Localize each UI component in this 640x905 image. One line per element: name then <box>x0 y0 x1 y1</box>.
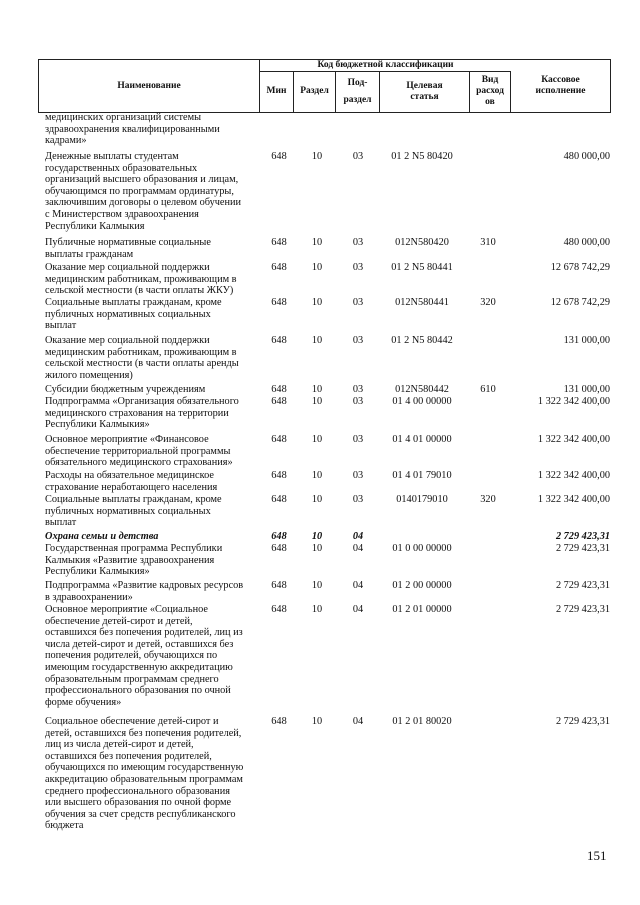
row-min: 648 <box>271 237 287 248</box>
table-header <box>38 59 611 113</box>
row-target-article: 01 2 N5 80441 <box>391 262 453 273</box>
row-target-article: 01 0 00 00000 <box>392 543 452 554</box>
header-vid-line2: расход <box>476 86 504 96</box>
row-razdel: 10 <box>311 434 323 445</box>
row-min: 648 <box>271 151 287 162</box>
row-name-line: медицинского страхования на территории <box>45 407 229 419</box>
row-name-line: имеющим государственную аккредитацию <box>45 661 233 673</box>
row-name-line: обеспечение территориальной программы <box>45 445 231 457</box>
row-cash-execution: 1 322 342 400,00 <box>537 396 610 407</box>
row-name <box>45 396 260 431</box>
row-name-line: Республики Калмыкия» <box>45 419 150 431</box>
row-cash-execution: 131 000,00 <box>563 335 610 346</box>
header-kass-line1: Кассовое <box>541 75 580 85</box>
row-name-line: попечения родителей, обучающихся по <box>45 650 218 662</box>
row-name-line: страхование неработающего населения <box>45 481 218 493</box>
row-expense-type: 310 <box>480 237 496 248</box>
row-name-line: выплат <box>45 320 77 332</box>
row-name-line: Социальные выплаты гражданам, кроме <box>45 494 222 505</box>
row-razdel: 10 <box>311 543 323 554</box>
row-target-article: 01 2 00 00000 <box>392 580 452 591</box>
row-name-line: жилого помещения) <box>45 369 133 381</box>
row-name-line: Охрана семьи и детства <box>45 531 159 542</box>
row-name <box>45 531 260 543</box>
row-cash-execution: 1 322 342 400,00 <box>537 470 610 481</box>
row-name-line: публичных нормативных социальных <box>45 308 211 320</box>
row-razdel: 10 <box>311 384 323 395</box>
row-name-line: бюджета <box>45 820 84 832</box>
row-razdel: 10 <box>311 494 323 505</box>
row-name-line: выплат <box>45 517 77 529</box>
row-name-line: Калмыкия «Развитие здравоохранения <box>45 554 215 566</box>
row-name-line: выплаты гражданам <box>45 248 134 260</box>
row-name-line: оставшихся без попечения родителей, лиц из <box>45 627 243 639</box>
row-razdel: 10 <box>311 470 323 481</box>
row-name-line: образовательным программам среднего <box>45 673 219 685</box>
row-razdel: 10 <box>311 151 323 162</box>
row-name-line: сельской местности (в части оплаты аренды <box>45 358 239 370</box>
row-name-line: Расходы на обязательное медицинское <box>45 470 214 481</box>
row-min: 648 <box>271 470 287 481</box>
row-target-article: 01 4 00 00000 <box>392 396 452 407</box>
row-min: 648 <box>271 494 287 505</box>
row-podrazdel: 04 <box>352 531 364 542</box>
row-name <box>45 543 260 578</box>
row-name-line: Субсидии бюджетным учреждениям <box>45 384 206 395</box>
row-razdel: 10 <box>311 716 323 727</box>
row-name-line: числа детей-сирот и детей, оставшихся без <box>45 638 234 650</box>
row-cash-execution: 2 729 423,31 <box>555 604 610 615</box>
row-name-line: Публичные нормативные социальные <box>45 237 211 248</box>
row-name-line: обязательного медицинского страхования» <box>45 457 233 469</box>
row-name-line: Оказание мер социальной поддержки <box>45 262 210 273</box>
row-name <box>45 297 260 332</box>
row-razdel: 10 <box>311 531 323 542</box>
row-name-line: форме обучения» <box>45 696 122 708</box>
header-podrazdel-line1: Под- <box>347 77 368 88</box>
row-expense-type: 320 <box>480 494 496 505</box>
row-name-line: публичных нормативных социальных <box>45 505 211 517</box>
row-name-line: в здравоохранении» <box>45 591 133 603</box>
row-min: 648 <box>271 580 287 591</box>
row-min: 648 <box>271 262 287 273</box>
header-name: Наименование <box>39 60 260 112</box>
row-name-line: Подпрограмма «Организация обязательного <box>45 396 239 407</box>
row-podrazdel: 03 <box>352 151 364 162</box>
row-name-line: здравоохранения квалифицированными <box>45 123 220 135</box>
row-name-line: Социальные выплаты гражданам, кроме <box>45 297 222 308</box>
header-min: Мин <box>260 71 294 112</box>
row-name-line: среднего профессионального образования <box>45 785 230 797</box>
row-target-article: 01 2 N5 80420 <box>391 151 453 162</box>
page-number: 151 <box>587 848 607 863</box>
row-name <box>45 335 260 381</box>
row-podrazdel: 03 <box>352 335 364 346</box>
row-name <box>45 384 260 396</box>
row-cash-execution: 12 678 742,29 <box>550 297 610 308</box>
header-vid-line3: ов <box>485 97 495 107</box>
row-name <box>45 716 260 832</box>
row-name-line: Денежные выплаты студентам <box>45 151 179 162</box>
row-razdel: 10 <box>311 237 323 248</box>
row-name-line: заключившим договоры о целевом обучении <box>45 197 242 209</box>
row-name-line: организаций высшего образования и лицам, <box>45 174 239 186</box>
row-name-line: детей, оставшихся без попечения родителей, <box>45 727 242 739</box>
row-min: 648 <box>271 716 287 727</box>
row-min: 648 <box>271 384 287 395</box>
row-name-line: медицинских организаций системы <box>45 112 202 123</box>
header-razdel: Раздел <box>294 71 336 112</box>
row-min: 648 <box>271 531 287 542</box>
row-target-article: 012N580441 <box>395 297 449 308</box>
row-podrazdel: 03 <box>352 384 364 395</box>
row-target-article: 012N580442 <box>395 384 449 395</box>
row-min: 648 <box>271 543 287 554</box>
row-name-line: Республики Калмыкия <box>45 220 145 232</box>
row-cash-execution: 2 729 423,31 <box>555 716 610 727</box>
row-cash-execution: 131 000,00 <box>563 384 610 395</box>
row-cash-execution: 480 000,00 <box>563 237 610 248</box>
header-celevaya-line1: Целевая <box>406 80 443 91</box>
row-target-article: 01 2 N5 80442 <box>391 335 453 346</box>
row-razdel: 10 <box>311 604 323 615</box>
row-name-line: медицинским работникам, проживающим в <box>45 273 237 285</box>
row-podrazdel: 03 <box>352 237 364 248</box>
row-name-line: лиц из числа детей-сирот и детей, <box>45 739 194 751</box>
row-name <box>45 434 260 469</box>
header-podrazdel <box>336 71 380 112</box>
row-name-line: с Министерством здравоохранения <box>45 208 199 220</box>
row-cash-execution: 12 678 742,29 <box>550 262 610 273</box>
header-kassovoe <box>511 60 610 112</box>
header-podrazdel-line2: раздел <box>343 94 372 105</box>
row-name-line: обучения за счет средств республиканского <box>45 808 236 820</box>
row-podrazdel: 03 <box>352 297 364 308</box>
row-name <box>45 580 260 603</box>
row-podrazdel: 03 <box>352 470 364 481</box>
row-name-line: Государственная программа Республики <box>45 543 223 554</box>
row-name-line: Социальное обеспечение детей-сирот и <box>45 716 219 727</box>
row-razdel: 10 <box>311 335 323 346</box>
row-name-line: Республики Калмыкия» <box>45 566 150 578</box>
row-min: 648 <box>271 604 287 615</box>
header-kass-line2: исполнение <box>535 86 586 96</box>
row-expense-type: 610 <box>480 384 496 395</box>
row-name <box>45 112 260 147</box>
row-podrazdel: 03 <box>352 262 364 273</box>
row-podrazdel: 03 <box>352 434 364 445</box>
row-podrazdel: 04 <box>352 716 364 727</box>
row-min: 648 <box>271 396 287 407</box>
row-razdel: 10 <box>311 262 323 273</box>
row-cash-execution: 1 322 342 400,00 <box>537 434 610 445</box>
row-cash-execution: 1 322 342 400,00 <box>537 494 610 505</box>
row-name-line: кадрами» <box>45 135 87 147</box>
row-target-article: 01 4 01 00000 <box>392 434 452 445</box>
row-cash-execution: 480 000,00 <box>563 151 610 162</box>
row-name-line: оставшихся без попечения родителей, <box>45 750 212 762</box>
row-name <box>45 604 260 708</box>
row-target-article: 012N580420 <box>395 237 449 248</box>
header-celevaya-line2: статья <box>410 91 439 102</box>
header-vid-line1: Вид <box>481 75 499 85</box>
row-name-line: профессионального образования по очной <box>45 685 231 697</box>
row-name-line: сельской местности (в части оплаты ЖКУ) <box>45 285 234 297</box>
row-name-line: обучающихся по имеющим государственную <box>45 762 244 774</box>
row-name-line: государственных образовательных <box>45 162 198 174</box>
row-min: 648 <box>271 297 287 308</box>
row-name <box>45 494 260 529</box>
header-celevaya <box>380 71 470 112</box>
row-cash-execution: 2 729 423,31 <box>555 531 610 542</box>
row-cash-execution: 2 729 423,31 <box>555 580 610 591</box>
row-name-line: Основное мероприятие «Финансовое <box>45 434 209 445</box>
row-podrazdel: 04 <box>352 580 364 591</box>
row-target-article: 01 2 01 80020 <box>392 716 452 727</box>
row-name-line: Основное мероприятие «Социальное <box>45 604 208 615</box>
row-cash-execution: 2 729 423,31 <box>555 543 610 554</box>
row-razdel: 10 <box>311 580 323 591</box>
row-razdel: 10 <box>311 297 323 308</box>
row-target-article: 01 2 01 00000 <box>392 604 452 615</box>
row-podrazdel: 03 <box>352 494 364 505</box>
row-podrazdel: 04 <box>352 543 364 554</box>
row-name-line: Подпрограмма «Развитие кадровых ресурсов <box>45 580 244 591</box>
row-name-line: или высшего образования по очной форме <box>45 797 232 809</box>
row-podrazdel: 03 <box>352 396 364 407</box>
row-name-line: Оказание мер социальной поддержки <box>45 335 210 346</box>
row-razdel: 10 <box>311 396 323 407</box>
header-vid <box>470 71 511 112</box>
row-target-article: 0140179010 <box>396 494 448 505</box>
row-name <box>45 262 260 297</box>
row-min: 648 <box>271 434 287 445</box>
header-kbk: Код бюджетной классификации <box>260 60 511 72</box>
row-name-line: медицинским работникам, проживающим в <box>45 346 237 358</box>
row-min: 648 <box>271 335 287 346</box>
row-name <box>45 151 260 232</box>
row-target-article: 01 4 01 79010 <box>392 470 452 481</box>
row-expense-type: 320 <box>480 297 496 308</box>
row-name <box>45 470 260 493</box>
row-podrazdel: 04 <box>352 604 364 615</box>
row-name-line: обеспечение детей-сирот и детей, <box>45 615 193 627</box>
row-name-line: аккредитацию образовательным программам <box>45 773 243 785</box>
row-name <box>45 237 260 260</box>
row-name-line: обучающимся по программам ординатуры, <box>45 185 234 197</box>
